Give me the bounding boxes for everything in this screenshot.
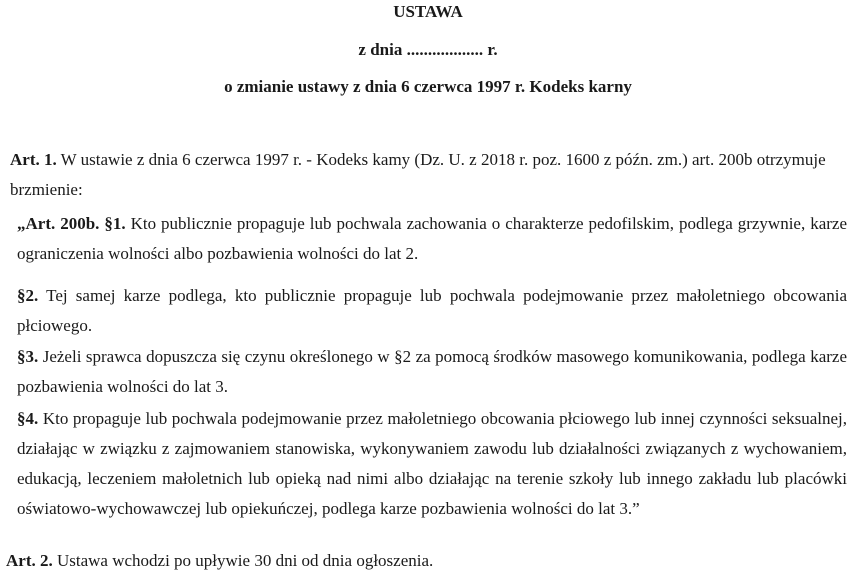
section-4-text: Kto propaguje lub pochwala podejmowanie przez małoletniego obcowania płciowego lub innej czynności seksualnej, działając w związku z zajmowaniem stanowiska, wykonywaniem zawodu lub działalności związanych z wychowaniem, edukacją, leczeniem małoletnich lub opieką nad nimi albo działając na terenie szkoły lub innego zakładu lub placówki oświatowo-wychowawczej lub opiekuńczej, podlega karze pozbawienia wolności do lat 3.” xyxy=(17,409,847,518)
section-1 xyxy=(17,209,847,269)
article-2-text: Ustawa wchodzi po upływie 30 dni od dnia ogłoszenia. xyxy=(52,551,434,570)
article-2-label: Art. 2. xyxy=(6,551,53,570)
section-3-text: Jeżeli sprawca dopuszcza się czynu określonego w §2 za pomocą środków masowego komunikowania, podlega karze pozbawienia wolności do lat 3. xyxy=(17,347,847,396)
section-3-label: §3. xyxy=(17,347,39,366)
document-subject: o zmianie ustawy z dnia 6 czerwca 1997 r. Kodeks karny xyxy=(224,77,632,96)
section-2 xyxy=(17,281,847,341)
section-1-label: „Art. 200b. §1. xyxy=(17,214,126,233)
section-3 xyxy=(17,342,847,402)
article-1 xyxy=(10,145,848,205)
section-2-label: §2. xyxy=(17,286,39,305)
section-4 xyxy=(17,404,847,524)
section-1-text: Kto publicznie propaguje lub pochwala zachowania o charakterze pedofilskim, podlega grzywnie, karze ograniczenia wolności albo pozbawienia wolności do lat 2. xyxy=(17,214,847,263)
document-title: USTAWA xyxy=(393,2,463,21)
article-1-text: W ustawie z dnia 6 czerwca 1997 r. - Kodeks kamy (Dz. U. z 2018 r. poz. 1600 z późn. zm.) art. 200b otrzymuje brzmienie: xyxy=(10,150,826,199)
section-4-label: §4. xyxy=(17,409,39,428)
article-1-label: Art. 1. xyxy=(10,150,57,169)
date-line: z dnia .................. r. xyxy=(358,40,498,59)
section-2-text: Tej samej karze podlega, kto publicznie propaguje lub pochwala podejmowanie przez małoletniego obcowania płciowego. xyxy=(17,286,847,335)
article-2 xyxy=(6,546,846,576)
